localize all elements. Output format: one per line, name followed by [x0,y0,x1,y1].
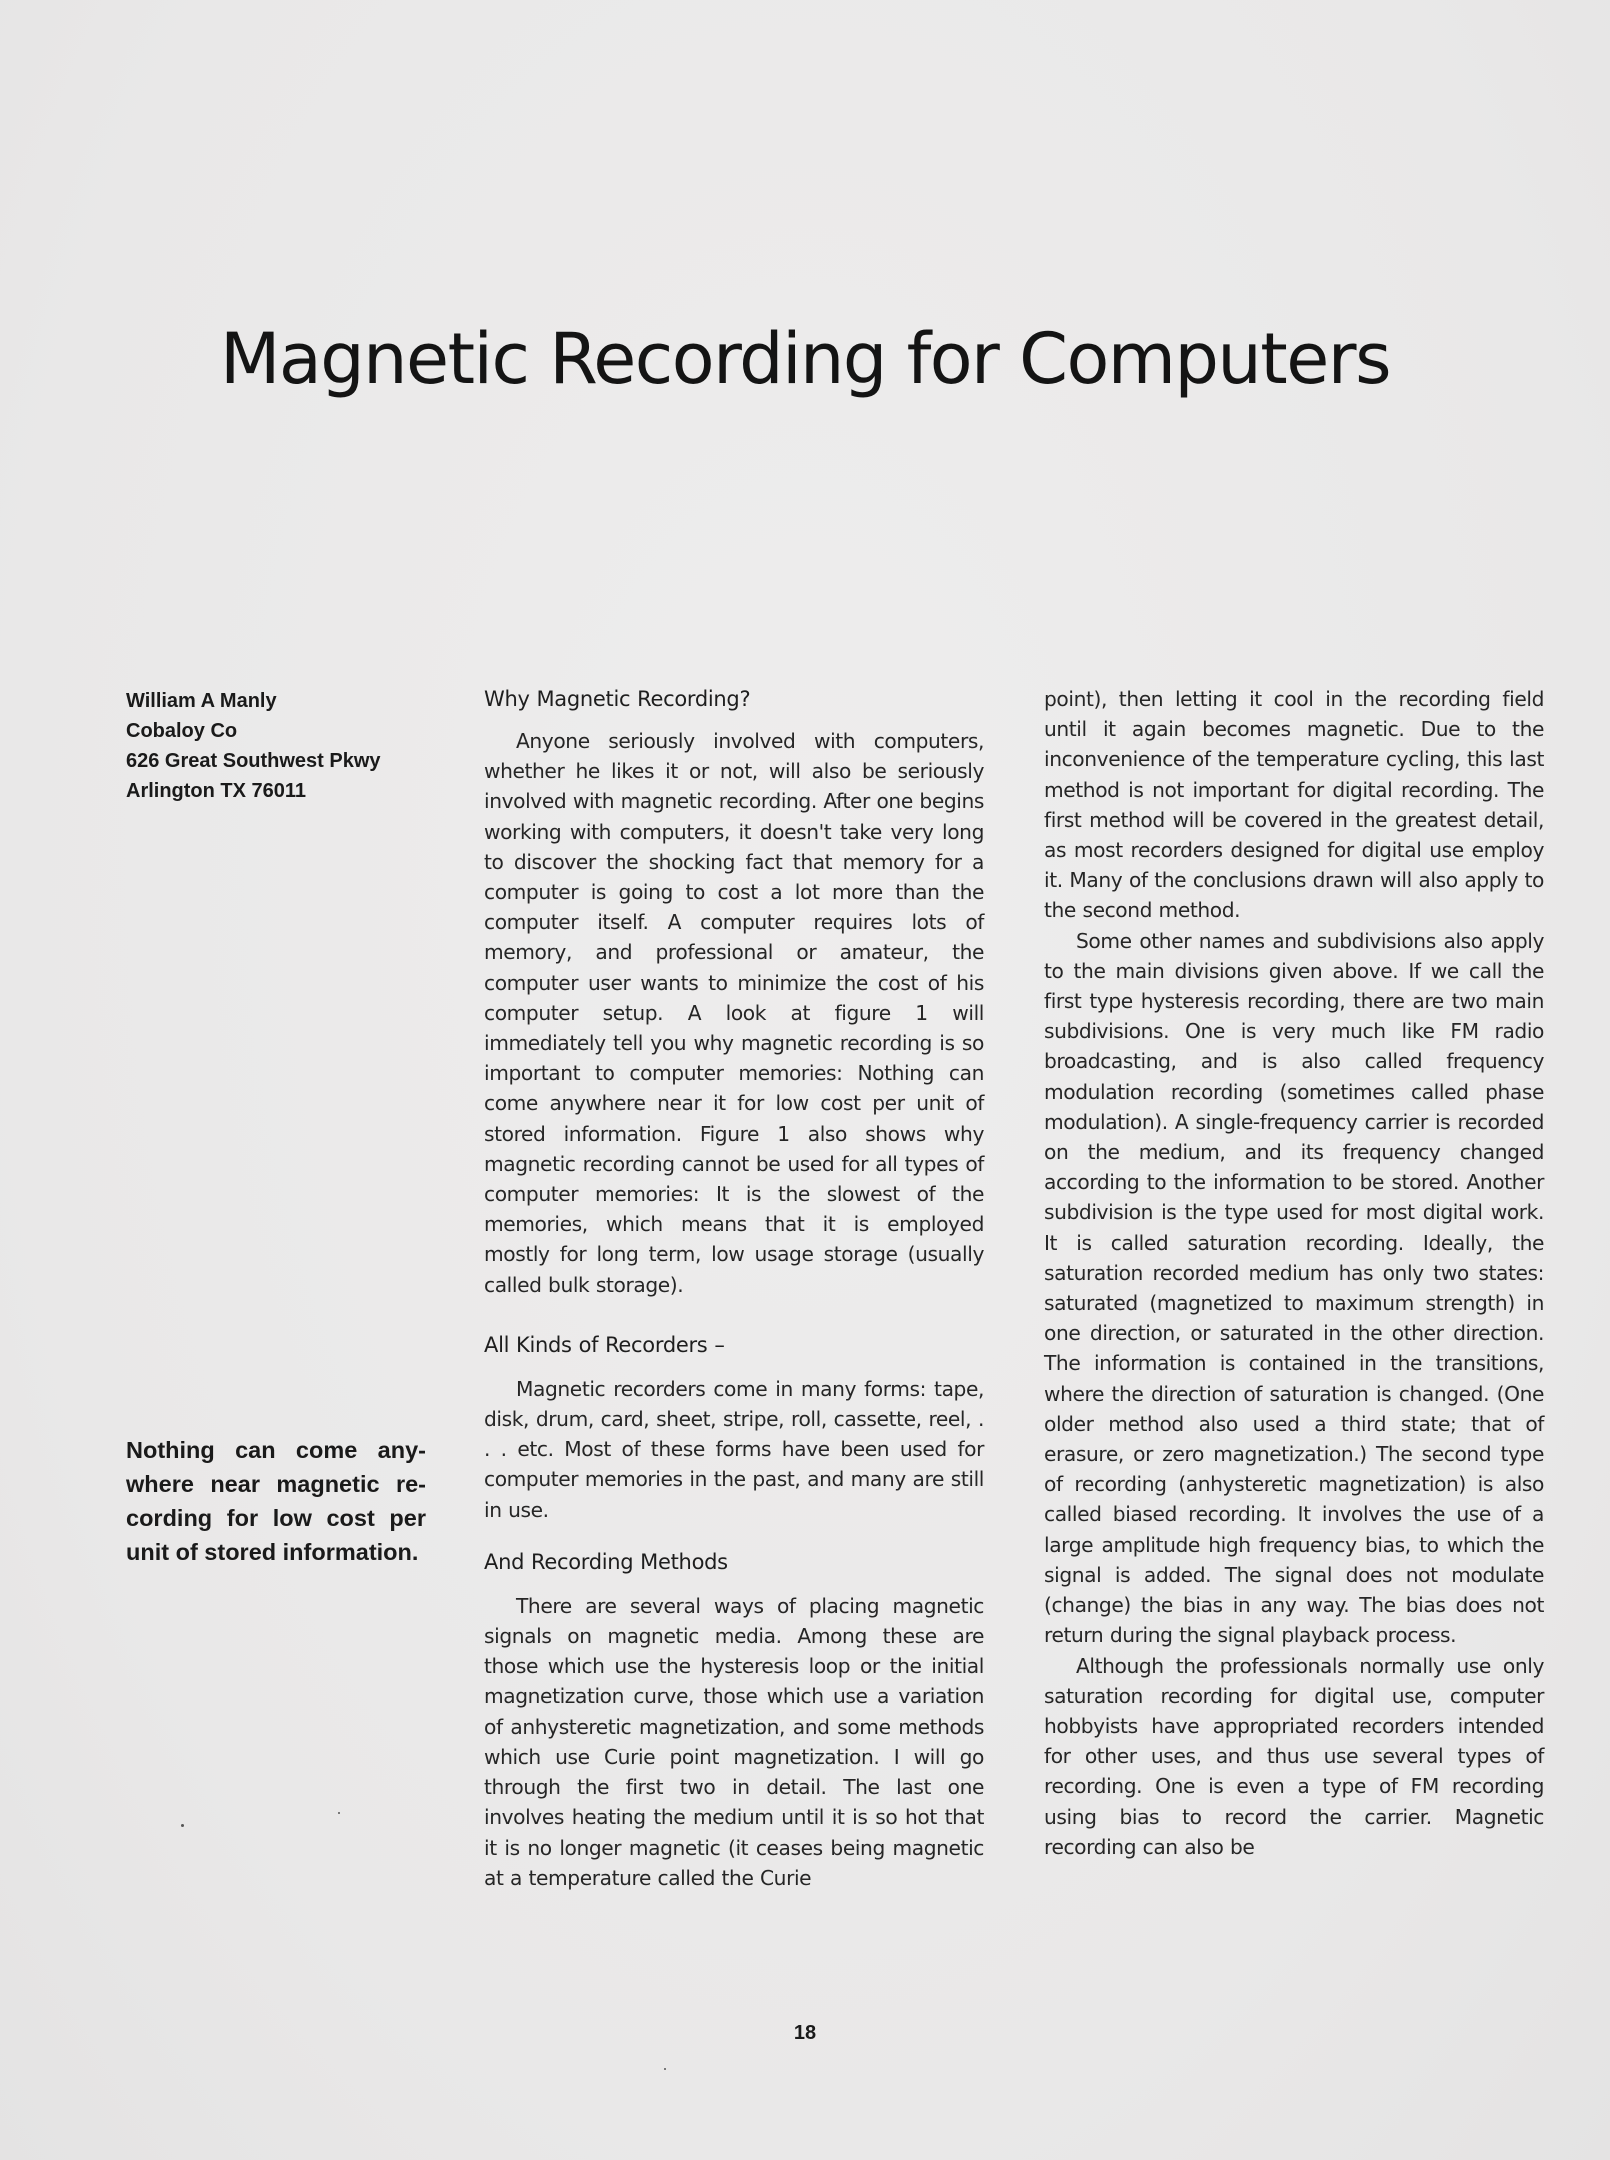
pull-quote: Nothing can come anywhere near magnetic recording for low cost per unit of stored information. [126,1437,426,1565]
print-speck [664,2068,666,2070]
author-name: William A Manly [126,690,277,712]
right-column [1044,684,1544,1862]
body-paragraph: point), then letting it cool in the recording field until it again becomes magnetic. Due to the inconvenience of the temperature cycling, this last method is not important for digital recording. The first method will be covered in the greatest detail, as most recorders designed for digital use employ it. Many of the conclusions drawn will also apply to the second method. [1044,687,1544,923]
body-paragraph: Although the professionals normally use only saturation recording for digital use, computer hobbyists have appropriated recorders intended for other uses, and thus use several types of recording. One is even a type of FM recording using bias to record the carrier. Magnetic recording can also be [1044,1653,1544,1859]
author-company: Cobaloy Co [126,720,238,742]
page-number: 18 [793,2022,817,2044]
body-paragraph: Anyone seriously involved with computers, whether he likes it or not, will also be seriously involved with magnetic recording. After one begins working with computers, it doesn't take very long to discover the shocking fact that memory for a computer is going to cost a lot more than the computer itself. A computer requires lots of memory, and professional or amateur, the computer user wants to minimize the cost of his computer setup. A look at figure 1 will immediately tell you why magnetic recording is so important to computer memories: Nothing can come anywhere near it for low cost per unit of stored information. Figure 1 also shows why magnetic recording cannot be used for all types of computer memories: It is the slowest of the memories, which means that it is employed mostly for long term, low usage storage (usually called bulk storage). [484,729,984,1297]
body-paragraph: Magnetic recorders come in many forms: tape, disk, drum, card, sheet, stripe, roll, cassette, reel, . . . etc. Most of these forms have been used for computer memories in the past, and many are still in use. [484,1376,984,1522]
heading-recording-methods: And Recording Methods [484,1549,728,1574]
print-speck [338,1812,340,1814]
body-paragraph: Some other names and subdivisions also apply to the main divisions given above. If we call the first type hysteresis recording, there are two main subdivisions. One is very much like FM radio broadcasting, and is also called frequency modulation recording (sometimes called phase modulation). A single-frequency carrier is recorded on the medium, and its frequency changed according to the information to be stored. Another subdivision is the type used for most digital work. It is called saturation recording. Ideally, the saturation recorded medium has only two states: saturated (magnetized to maximum strength) in one direction, or saturated in the other direction. The information is contained in the transitions, where the direction of saturation is changed. (One older method also used a third state; that of erasure, or zero magnetization.) The second type of recording (anhysteretic magnetization) is also called biased recording. It involves the use of a large amplitude high frequency bias, to which the signal is added. The signal does not modulate (change) the bias in any way. The bias does not return during the signal playback process. [1044,928,1544,1648]
author-city: Arlington TX 76011 [126,780,307,802]
author-block [126,686,381,806]
heading-all-kinds-of-recorders: All Kinds of Recorders – [484,1332,725,1357]
body-paragraph: There are several ways of placing magnetic signals on magnetic media. Among these are those which use the hysteresis loop or the initial magnetization curve, those which use a variation of anhysteretic magnetization, and some methods which use Curie point magnetization. I will go through the first two in detail. The last one involves heating the medium until it is so hot that it is no longer magnetic (it ceases being magnetic at a temperature called the Curie [484,1593,984,1890]
heading-why-magnetic-recording: Why Magnetic Recording? [484,687,751,711]
print-speck [181,1824,184,1827]
author-street: 626 Great Southwest Pkwy [126,750,381,772]
middle-column [484,684,984,1893]
article-title: Magnetic Recording for Computers [219,318,1391,400]
